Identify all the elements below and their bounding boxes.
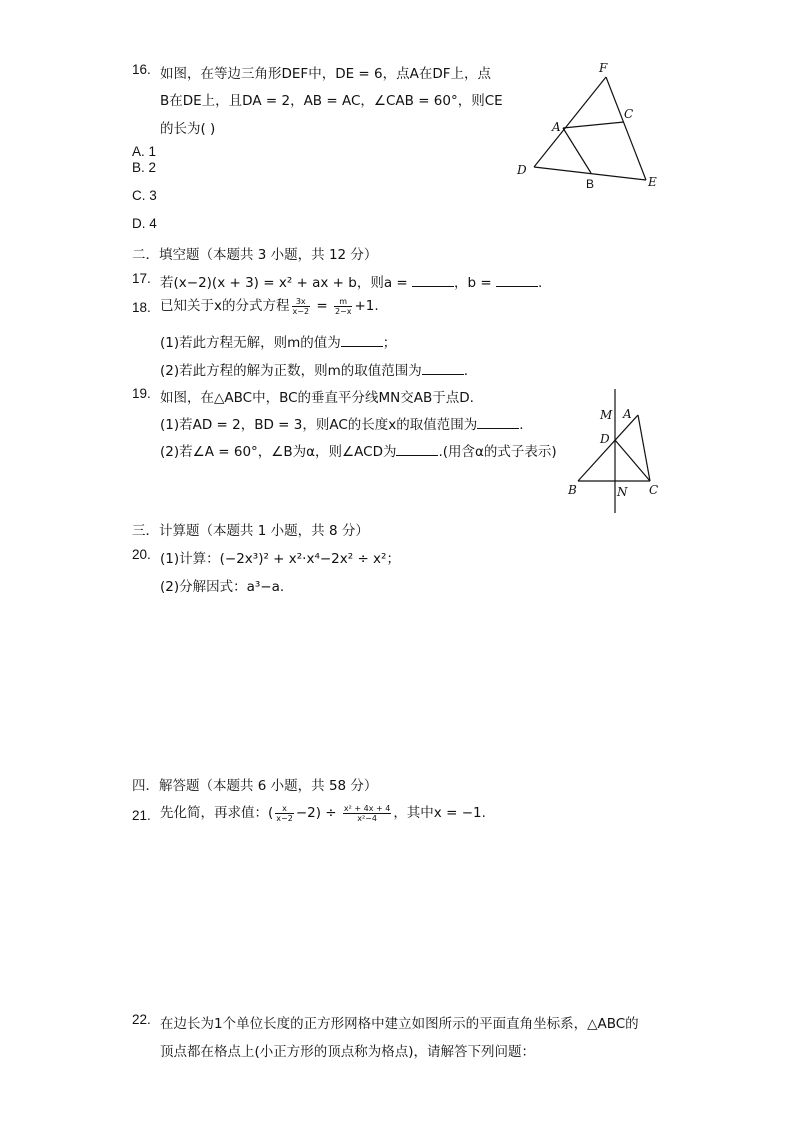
q20-sub-2: (2)分解因式：a³−a. (160, 579, 285, 595)
edge-fe (606, 77, 646, 180)
q16-option-d: D. 4 (132, 216, 157, 231)
q18-text-b: +1. (354, 298, 379, 314)
q20-number: 20. (132, 547, 151, 562)
q16-option-b: B. 2 (132, 160, 157, 175)
q18-sub-2 (160, 359, 468, 379)
edge-ba (578, 415, 638, 481)
q18-number: 18. (132, 300, 151, 315)
q18-text-a: 已知关于x的分式方程 (160, 298, 290, 314)
q19-line-1: 如图，在△ABC中，BC的垂直平分线MN交AB于点D. (160, 390, 474, 406)
q18-frac2-denominator: 2−x (334, 306, 352, 316)
q22-number: 22. (132, 1012, 151, 1027)
q22-line-1: 在边长为1个单位长度的正方形网格中建立如图所示的平面直角坐标系，△ABC的 (160, 1016, 639, 1032)
segment-ac (563, 122, 624, 128)
q17-text-a: 若(x−2)(x + 3) = x² + ax + b，则a = (160, 275, 413, 291)
q21-frac2-numerator: x² + 4x + 4 (343, 803, 391, 813)
q19-number: 19. (132, 386, 151, 401)
q18-sub1-text: (1)若此方程无解，则m的值为 (160, 335, 341, 351)
q21-frac1-denominator: x−2 (276, 813, 293, 823)
label-n: N (617, 485, 628, 499)
section-heading-calculation: 三．计算题（本题共 1 小题，共 8 分） (132, 523, 369, 539)
q19-sub1-blank (477, 416, 519, 429)
q16-line-1: 如图，在等边三角形DEF中，DE = 6，点A在DF上，点 (160, 66, 491, 82)
q21-fraction-1 (275, 804, 294, 823)
q21-text (160, 801, 486, 823)
q19-sub1-end: . (519, 417, 524, 433)
q18-sub2-end: . (463, 363, 469, 379)
q17-blank-b (496, 274, 538, 287)
segment-ab (563, 128, 591, 173)
q16-line-3: 的长为( ) (160, 121, 216, 137)
q21-text-a: 先化简，再求值：( (160, 805, 274, 821)
q19-sub2-blank (396, 443, 438, 456)
q21-fraction-2 (343, 804, 391, 823)
q22-line-2: 顶点都在格点上(小正方形的顶点称为格点)，请解答下列问题： (160, 1044, 536, 1060)
q16-number: 16. (132, 62, 151, 77)
label-c: C (624, 107, 634, 121)
q18-frac1-denominator: x−2 (292, 306, 310, 316)
q16-option-c: C. 3 (132, 188, 157, 203)
q21-number: 21. (132, 808, 151, 823)
label-m: M (600, 408, 613, 422)
q19-sub2-text: (2)若∠A = 60°，∠B为α，则∠ACD为 (160, 444, 397, 460)
label-d: D (600, 432, 610, 446)
q18-fraction-1 (292, 297, 311, 316)
q17-text (160, 271, 542, 291)
q18-sub2-text: (2)若此方程的解为正数，则m的取值范围为 (160, 363, 422, 379)
q19-sub2-end: .(用含α的式子表示) (438, 444, 557, 460)
q19-sub-1 (160, 413, 524, 433)
q19-triangle-figure (560, 385, 670, 517)
q18-sub1-blank (341, 334, 383, 347)
label-b: B (568, 483, 577, 497)
edge-df (534, 77, 606, 167)
label-f: F (599, 61, 608, 75)
q18-sub-1 (160, 331, 396, 351)
q19-sub1-text: (1)若AD = 2，BD = 3，则AC的长度x的取值范围为 (160, 417, 478, 433)
segment-dc (615, 440, 650, 481)
q21-text-b: −2) ÷ (295, 805, 341, 821)
label-e: E (648, 175, 657, 189)
label-c: C (649, 483, 659, 497)
q19-sub-2 (160, 440, 557, 460)
q18-text (160, 294, 379, 316)
q21-frac2-denominator: x²−4 (343, 813, 391, 823)
label-a: A (552, 120, 561, 134)
section-heading-fill-in: 二．填空题（本题共 3 小题，共 12 分） (132, 247, 378, 263)
q17-blank-a (412, 274, 454, 287)
q20-sub-1: (1)计算：(−2x³)² + x²·x⁴−2x² ÷ x²； (160, 551, 400, 567)
section-heading-solutions: 四．解答题（本题共 6 小题，共 58 分） (132, 778, 378, 794)
q18-frac2-numerator: m (339, 296, 348, 306)
q17-number: 17. (132, 271, 151, 286)
q18-sub1-end: ； (382, 335, 397, 351)
q16-line-2: B在DE上，且DA = 2，AB = AC，∠CAB = 60°，则CE (160, 93, 503, 109)
edge-ac (638, 415, 650, 481)
q17-text-b: ，b = (454, 275, 496, 291)
q21-text-c: ，其中x = −1. (393, 805, 486, 821)
q18-fraction-2 (334, 297, 353, 316)
q17-text-c: . (537, 275, 543, 291)
q18-equals: = (312, 298, 332, 314)
q21-frac1-numerator: x (282, 803, 287, 813)
q18-sub2-blank (422, 362, 464, 375)
label-a: A (623, 407, 632, 421)
q16-option-a: A. 1 (132, 144, 157, 159)
label-d: D (517, 163, 527, 177)
label-b: B (586, 177, 595, 191)
q16-triangle-figure (510, 60, 670, 195)
q18-frac1-numerator: 3x (295, 296, 306, 306)
